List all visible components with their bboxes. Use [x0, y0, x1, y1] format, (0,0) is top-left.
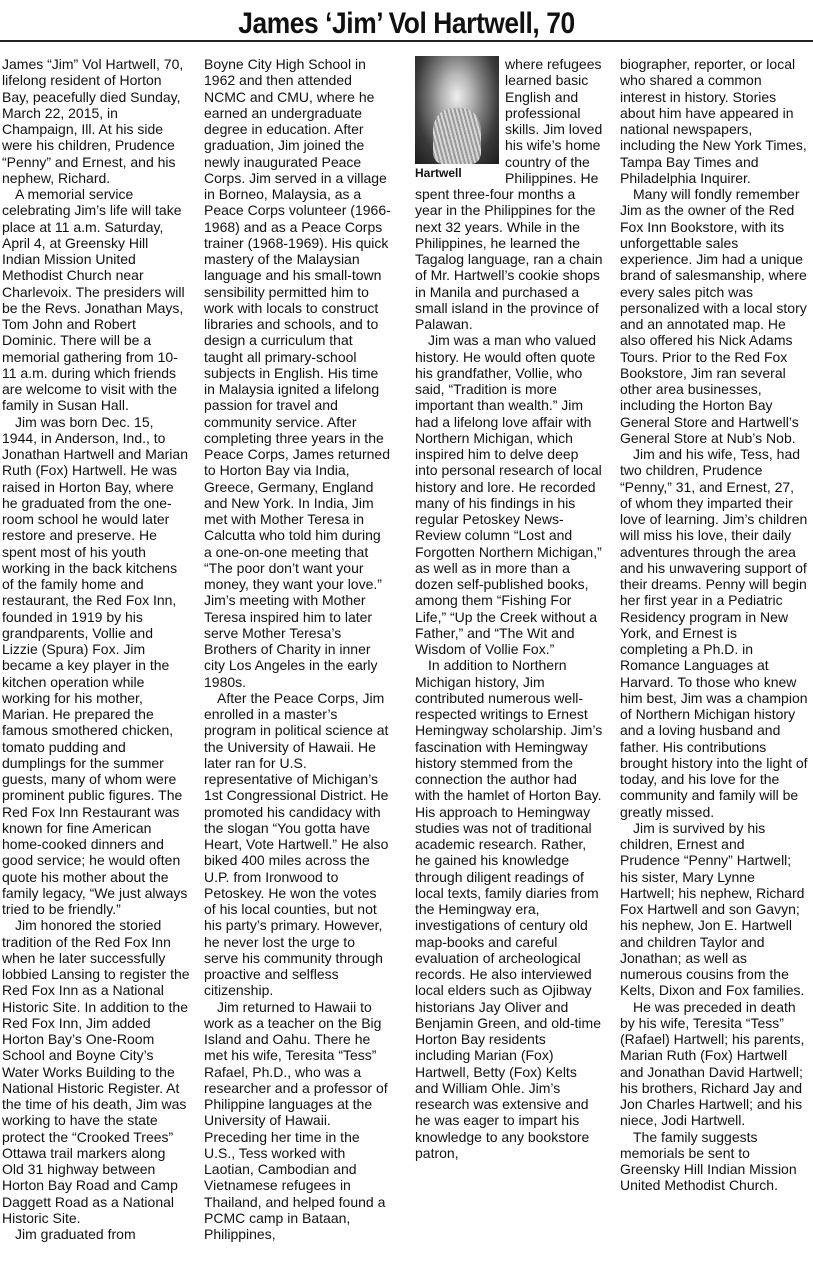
portrait-beard	[433, 108, 481, 164]
headline-rule	[0, 40, 813, 42]
paragraph: Jim returned to Hawaii to work as a teacher on the Big Island and Oahu. There he met his wife, Teresita “Tess” Rafael, Ph.D., who was a researcher and a professor of Philippine languages at the University of Hawaii. Preceding her time in the U.S., Tess worked with Laotian, Cambodian and Vietnamese refugees in Thailand, and helped found a PCMC camp in Bataan, Philippines,	[204, 998, 388, 1242]
paragraph: James “Jim” Vol Hartwell, 70, lifelong resident of Horton Bay, peacefully died Sunday, March 22, 2015, in Champaign, Ill. At his side were his children, Prudence “Penny” and Ernest, and his nephew, Richard.	[2, 56, 184, 186]
paragraph: In addition to Northern Michigan history, Jim contributed numerous well-respected writings to Ernest Hemingway scholarship. Jim’s fascination with Hemingway history stemmed from the connection the author had with the hamlet of Horton Bay. His approach to Hemingway studies was not of traditional academic research. Rather, he gained his knowledge through diligent readings of local texts, family diaries from the Hemingway era, investigations of century old map-books and careful evaluation of archeological records. He also interviewed local elders such as Ojibway historians Jay Oliver and Benjamin Green, and old-time Horton Bay residents including Marian (Fox) Hartwell, Betty (Fox) Kelts and William Ohle. Jim’s research was extensive and he was eager to impart his knowledge to any bookstore patron,	[415, 657, 603, 1161]
paragraph: Many will fondly remember Jim as the owner of the Red Fox Inn Bookstore, with its unforgettable sales experience. Jim had a unique brand of salesmanship, where every sales pitch was personalized with a local story and an annotated map. He also offered his Nick Adams Tours. Prior to the Red Fox Bookstore, Jim ran several other area businesses, including the Horton Bay General Store and Hartwell’s General Store at Nub’s Nob.	[620, 186, 807, 446]
paragraph: The family suggests memorials be sent to Greensky Hill Indian Mission United Methodist Church.	[620, 1128, 797, 1194]
paragraph: After the Peace Corps, Jim enrolled in a master’s program in political science at the University of Hawaii. He later ran for U.S. representative of Michigan’s 1st Congressional District. He promoted his candidacy with the slogan “You gotta have Heart, Vote Hartwell.” He also biked 400 miles across the U.P. from Ironwood to Petoskey. He won the votes of his local counties, but not his party’s primary. However, he never lost the urge to serve his community through proactive and selfless citizenship.	[204, 689, 389, 999]
obituary-headline: James ‘Jim’ Vol Hartwell, 70	[238, 7, 575, 40]
paragraph: He was preceded in death by his wife, Teresita “Tess” (Rafael) Hartwell; his parents, Marian Ruth (Fox) Hartwell and Jonathan David Hartwell; his brothers, Richard Jay and Jon Charles Hartwell; and his niece, Jodi Hartwell.	[620, 998, 805, 1129]
column-3	[415, 56, 603, 1266]
photo-caption: Hartwell	[415, 166, 462, 180]
paragraph: A memorial service celebrating Jim’s life will take place at 11 a.m. Saturday, April 4, at Greensky Hill Indian Mission United Methodist Church near Charlevoix. The presiders will be the Revs. Jonathan Mays, Tom John and Robert Dominic. There will be a memorial gathering from 10-11 a.m. during which friends are welcome to visit with the family in Susan Hall.	[2, 186, 185, 414]
paragraph: biographer, reporter, or local who shared a common interest in history. Stories about him have appeared in national newspapers, including the New York Times, Tampa Bay Times and Philadelphia Inquirer.	[620, 56, 807, 186]
portrait-figure	[415, 56, 499, 180]
paragraph: Jim and his wife, Tess, had two children, Prudence “Penny,” 31, and Ernest, 27, of whom they imparted their love of learning. Jim’s children will miss his love, their daily adventures through the area and his unwavering support of their dreams. Penny will begin her first year in a Pediatric Residency program in New York, and Ernest is completing a Ph.D. in Romance Languages at Harvard. To those who knew him best, Jim was a champion of Northern Michigan history and a loving husband and father. His contributions brought history into the light of today, and his love for the community and family will be greatly missed.	[620, 446, 808, 820]
paragraph: where refugees learned basic English and professional skills. Jim loved his wife’s home country of the Philippines. He spent three-four months a year in the Philippines for the next 32 years. While in the Philippines, he learned the Tagalog language, ran a chain of Mr. Hartwell’s cookie shops in Manila and purchased a small island in the province of Palawan.	[415, 56, 603, 332]
paragraph: Jim was born Dec. 15, 1944, in Anderson, Ind., to Jonathan Hartwell and Marian Ruth (Fox) Hartwell. He was raised in Horton Bay, where he graduated from the one-room school he would later restore and preserve. He spent most of his youth working in the back kitchens of the family home and restaurant, the Red Fox Inn, founded in 1919 by his grandparents, Vollie and Lizzie (Spura) Fox. Jim became a key player in the kitchen operation while working for his mother, Marian. He prepared the famous smothered chicken, tomato pudding and dumplings for the summer guests, many of whom were prominent public figures. The Red Fox Inn Restaurant was known for fine American home-cooked dinners and good service; he would often quote his mother about the family legacy, “We just always tried to be friendly.”	[2, 413, 188, 917]
paragraph: Jim honored the storied tradition of the Red Fox Inn when he later successfully lobbied Lansing to register the Red Fox Inn as a National Historic Site. In addition to the Red Fox Inn, Jim added Horton Bay’s One-Room School and Boyne City’s Water Works Building to the National Historic Register. At the time of his death, Jim was working to have the state protect the “Crooked Trees” Ottawa trail markers along Old 31 highway between Horton Bay Road and Camp Daggett Road as a National Historic Site.	[2, 917, 190, 1226]
column-4	[620, 56, 808, 1266]
paragraph: Jim was a man who valued history. He would often quote his grandfather, Vollie, who said, “Tradition is more important than wealth.” Jim had a lifelong love affair with Northern Michigan, which inspired him to delve deep into personal research of local history and lore. He recorded many of his findings in his regular Petoskey News-Review column “Lost and Forgotten Northern Michigan,” as well as in more than a dozen self-published books, among them “Fishing For Life,” “Up the Creek without a Father,” and “The Wit and Wisdom of Vollie Fox.”	[415, 332, 602, 657]
portrait-photo	[415, 56, 499, 164]
column-2	[204, 56, 392, 1266]
paragraph: Jim graduated from	[15, 1226, 136, 1242]
column-1	[2, 56, 190, 1266]
paragraph: Jim is survived by his children, Ernest and Prudence “Penny” Hartwell; his sister, Mary Lynne Hartwell; his nephew, Richard Fox Hartwell and son Gavyn; his nephew, Jon E. Hartwell and children Taylor and Jonathan; as well as numerous cousins from the Kelts, Dixon and Fox families.	[620, 819, 805, 999]
paragraph: Boyne City High School in 1962 and then attended NCMC and CMU, where he earned an undergraduate degree in education. After graduation, Jim joined the newly inaugurated Peace Corps. Jim served in a village in Borneo, Malaysia, as a Peace Corps volunteer (1966-1968) and as a Peace Corps trainer (1968-1969). His quick mastery of the Malaysian language and his small-town sensibility permitted him to work with locals to construct libraries and schools, and to design a curriculum that taught all primary-school subjects in English. His time in Malaysia ignited a lifelong passion for travel and community service. After completing three years in the Peace Corps, James returned to Horton Bay via India, Greece, Germany, England and New York. In India, Jim met with Mother Teresa in Calcutta who told him during a one-on-one meeting that “The poor don’t want your money, they want your love.” Jim’s meeting with Mother Teresa inspired him to later serve Mother Teresa’s Brothers of Charity in inner city Los Angeles in the early 1980s.	[204, 56, 391, 690]
